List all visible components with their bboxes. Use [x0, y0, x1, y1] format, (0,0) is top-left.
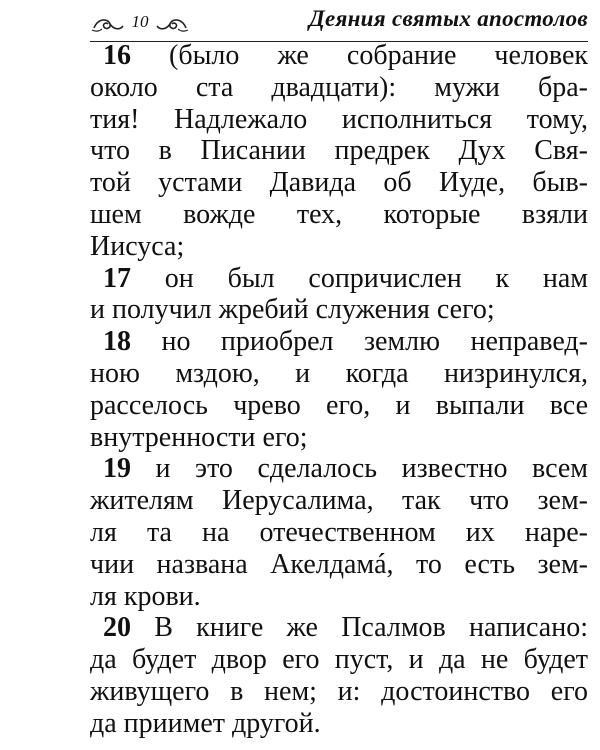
verse-19: [90, 453, 588, 612]
running-header: [90, 6, 588, 42]
verse-line: внутренности его;: [90, 421, 308, 453]
book-title: Деяния святых апостолов: [308, 6, 588, 31]
verse-line: [90, 263, 588, 295]
verse-line: чии названа Акелдамá, то есть зем-: [90, 548, 588, 580]
verse-20: [90, 612, 588, 739]
verse-line: живущего в нем; и: достоинство его: [90, 675, 588, 707]
page-number: 10: [131, 12, 149, 31]
verse-line: около ста двадцати): мужи бра-: [90, 71, 588, 103]
verse-line: той устами Давида об Иуде, быв-: [90, 167, 588, 199]
verse-line: жителям Иерусалима, так что зем-: [90, 485, 588, 517]
verse-text: (было же собрание человек: [169, 40, 589, 71]
verse-line: да будет двор его пуст, и да не будет: [90, 644, 588, 676]
verse-17: [90, 263, 588, 327]
verse-line: что в Писании предрек Дух Свя-: [90, 135, 588, 167]
verse-line: ля та на отечественном их наре-: [90, 516, 588, 548]
verse-line: да приимет другой.: [90, 707, 321, 739]
verse-line: ною мздою, и когда низринулся,: [90, 357, 588, 389]
verse-text: и это сделалось известно всем: [155, 453, 588, 485]
verse-line: [90, 612, 588, 644]
verse-line: шем вожде тех, которые взяли: [90, 198, 588, 230]
verse-line: расселось чрево его, и выпали все: [90, 389, 588, 421]
verse-16: [90, 40, 588, 263]
verse-line: тия! Надлежало исполниться тому,: [90, 103, 588, 135]
verse-text: но приобрел землю неправед-: [161, 326, 588, 358]
verse-line: [90, 326, 588, 358]
verse-line: [90, 40, 588, 72]
verse-line: [90, 453, 588, 485]
verse-text: он был сопричислен к нам: [164, 262, 588, 294]
verse-line: Иисуса;: [90, 230, 185, 262]
verse-number: 18: [103, 326, 131, 358]
verse-line: и получил жребий служения сего;: [90, 294, 495, 326]
verse-line: ля крови.: [90, 580, 201, 612]
verse-text: В книге же Псалмов написано:: [154, 612, 588, 644]
verse-number: 19: [103, 453, 131, 485]
verse-number: 20: [103, 612, 131, 644]
page-number-ornament: [90, 10, 190, 36]
scripture-text: [90, 40, 588, 740]
verse-number: 16: [103, 40, 131, 71]
verse-18: [90, 326, 588, 453]
verse-number: 17: [103, 262, 131, 294]
